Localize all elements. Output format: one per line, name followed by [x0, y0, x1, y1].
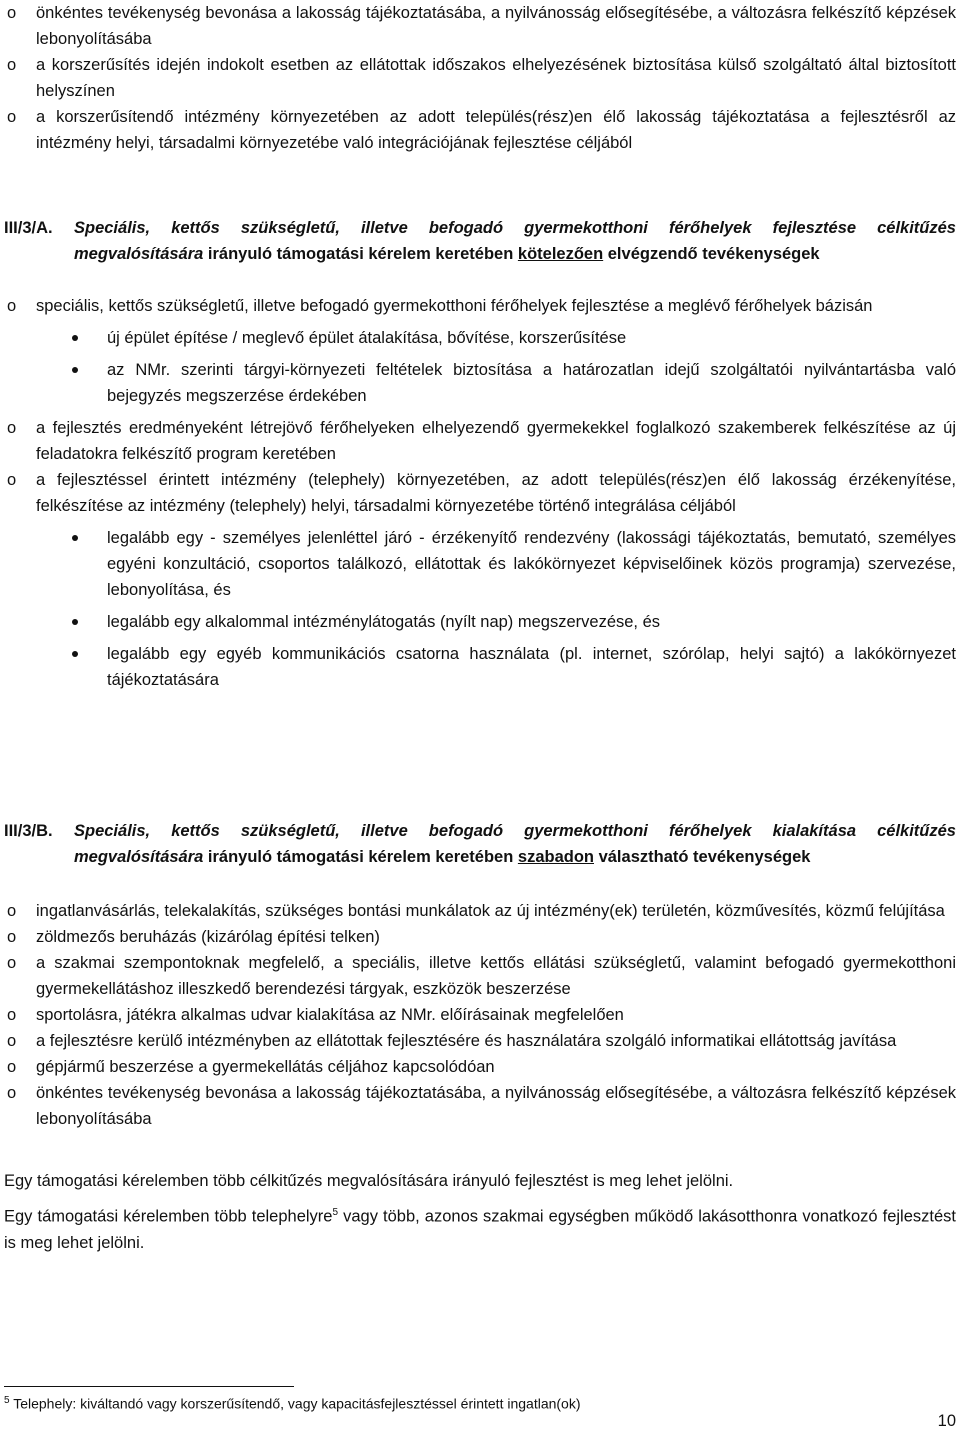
list-marker: o: [7, 928, 17, 946]
section-b-heading: [4, 818, 956, 870]
list-marker: o: [7, 297, 17, 315]
bullet-icon: [72, 367, 78, 373]
list-marker: o: [7, 471, 17, 489]
bullet-icon: [72, 619, 78, 625]
list-marker: o: [7, 108, 17, 126]
top-list: [4, 0, 956, 156]
section-a: [4, 215, 956, 693]
section-b: [4, 818, 956, 1256]
list-marker: o: [7, 954, 17, 972]
list-marker: o: [7, 1058, 17, 1076]
list-item: o a korszerűsítendő intézmény környezetében az adott település(rész)en élő lakosság tájékoztatása a fejlesztésről az intézmény helyi, társadalmi környezetébe való integrációjának fejlesztése céljából: [4, 104, 956, 156]
section-b-number: III/3/B.: [4, 822, 53, 840]
section-b-list: [4, 898, 956, 1132]
list-item: o gépjármű beszerzése a gyermekellátás céljához kapcsolódóan: [4, 1054, 956, 1080]
list-item: o a fejlesztéssel érintett intézmény (telephely) környezetében, az adott település(rész)en élő lakosság érzékenyítése, felkészítése az intézmény (telephely) helyi, társadalmi környezetébe történő integrálása céljából: [4, 467, 956, 519]
list-item: o a fejlesztésre kerülő intézményben az ellátottak fejlesztésére és használatára szolgáló informatikai ellátottság javítása: [4, 1028, 956, 1054]
bullet-icon: [72, 535, 78, 541]
bullet-item: legalább egy alkalommal intézménylátogatás (nyílt nap) megszervezése, és: [4, 609, 956, 635]
bullet-item: legalább egy - személyes jelenléttel járó - érzékenyítő rendezvény (lakossági tájékoztatás, bemutató, személyes egyéni konzultáció, csoportos találkozó, ellátottak és lakókörnyezet képviselőinek közös programja) szervezése, lebonyolítása, és: [4, 525, 956, 603]
footnote-divider: [4, 1386, 294, 1387]
list-item: o a fejlesztés eredményeként létrejövő férőhelyeken elhelyezendő gyermekekkel foglalkozó szakemberek felkészítése az új feladatokra felkészítő program keretében: [4, 415, 956, 467]
section-b-title: Speciális, kettős szükségletű, illetve befogadó gyermekotthoni férőhelyek kialakítása célkitűzés megvalósítására irányuló támogatási kérelem keretében szabadon választható tevékenységek: [74, 822, 956, 866]
bullet-list: [4, 325, 956, 409]
section-a-number: III/3/A.: [4, 219, 53, 237]
footnote-ref[interactable]: 5: [332, 1207, 339, 1218]
bullet-item: az NMr. szerinti tárgyi-környezeti feltételek biztosítása a határozatlan idejű szolgáltatói nyilvántartásba való bejegyzés megszerzése érdekében: [4, 357, 956, 409]
list-item: o önkéntes tevékenység bevonása a lakosság tájékoztatásába, a nyilvánosság elősegítésébe, a változásra felkészítő képzések lebonyolításába: [4, 0, 956, 52]
section-a-heading: [4, 215, 956, 267]
list-marker: o: [7, 1006, 17, 1024]
list-item: o ingatlanvásárlás, telekalakítás, szükséges bontási munkálatok az új intézmény(ek) területén, közművesítés, közmű felújítása: [4, 898, 956, 924]
list-marker: o: [7, 1032, 17, 1050]
section-a-list-cont: [4, 415, 956, 519]
section-a-list: [4, 293, 956, 319]
list-item: o sportolásra, játékra alkalmas udvar kialakítása az NMr. előírásainak megfelelően: [4, 1002, 956, 1028]
bullet-item: új épület építése / meglevő épület átalakítása, bővítése, korszerűsítése: [4, 325, 956, 351]
footnote: $^5$ Telephely: kiváltandó vagy korszerűsítendő, vagy kapacitásfejlesztéssel érintett ingatlan(ok): [4, 1395, 581, 1412]
list-item: o speciális, kettős szükségletű, illetve befogadó gyermekotthoni férőhelyek fejlesztése a meglévő férőhelyek bázisán: [4, 293, 956, 319]
list-marker: o: [7, 902, 17, 920]
section-a-title: Speciális, kettős szükségletű, illetve befogadó gyermekotthoni férőhelyek fejlesztése célkitűzés megvalósítására irányuló támogatási kérelem keretében kötelezően elvégzendő tevékenységek: [74, 219, 956, 263]
page-number: 10: [937, 1412, 956, 1430]
list-marker: o: [7, 419, 17, 437]
note-paragraph: Egy támogatási kérelemben több célkitűzés megvalósítására irányuló fejlesztést is meg lehet jelölni.: [4, 1172, 734, 1190]
list-item: o önkéntes tevékenység bevonása a lakosság tájékoztatásába, a nyilvánosság elősegítésébe, a változásra felkészítő képzések lebonyolításába: [4, 1080, 956, 1132]
note-paragraph: Egy támogatási kérelemben több telephelyre$^5$ vagy több, azonos szakmai egységben működő lakásotthonra vonatkozó fejlesztést is meg lehet jelölni.: [4, 1207, 956, 1252]
bullet-icon: [72, 335, 78, 341]
list-marker: o: [7, 56, 17, 74]
bullet-icon: [72, 651, 78, 657]
list-marker: o: [7, 1084, 17, 1102]
list-marker: o: [7, 4, 17, 22]
bullet-list: [4, 525, 956, 693]
list-item: o a korszerűsítés idején indokolt esetben az ellátottak időszakos elhelyezésének biztosítása külső szolgáltató által biztosított helyszínen: [4, 52, 956, 104]
list-item: o a szakmai szempontoknak megfelelő, a speciális, illetve kettős ellátási szükségletű, valamint befogadó gyermekotthoni gyermekellátáshoz illeszkedő berendezési tárgyak, eszközök beszerzése: [4, 950, 956, 1002]
footnote-marker: 5: [4, 1395, 10, 1406]
bullet-item: legalább egy egyéb kommunikációs csatorna használata (pl. internet, szórólap, helyi sajtó) a lakókörnyezet tájékoztatására: [4, 641, 956, 693]
list-item: o zöldmezős beruházás (kizárólag építési telken): [4, 924, 956, 950]
